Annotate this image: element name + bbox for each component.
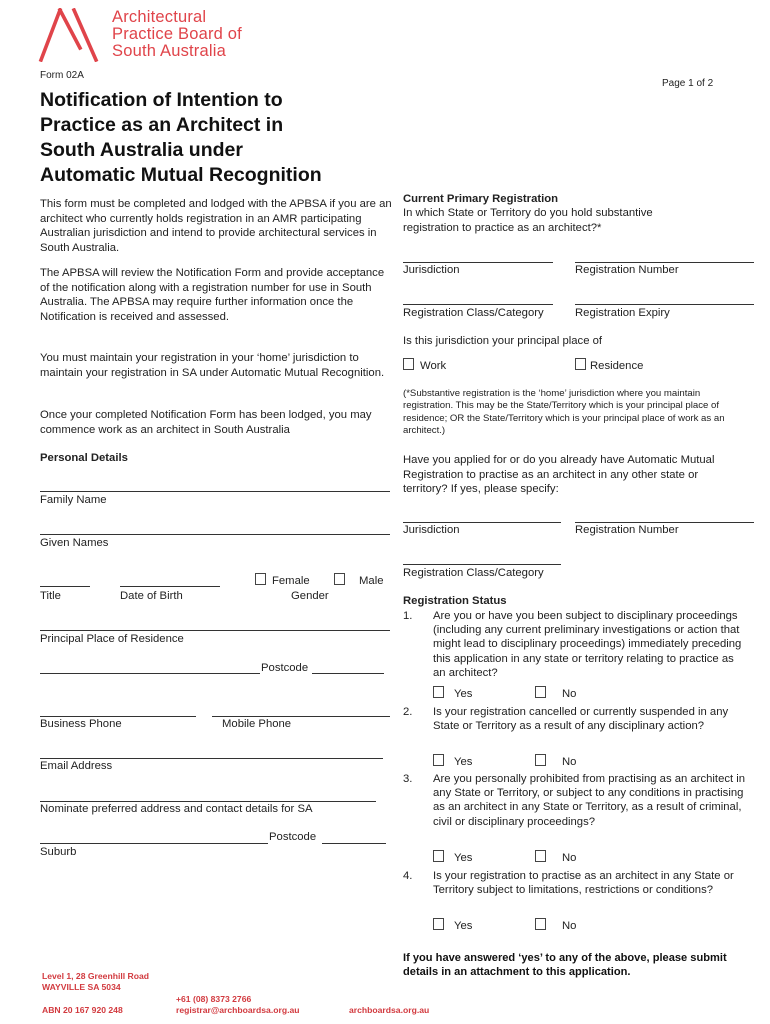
- registration-number-field-2[interactable]: [575, 522, 754, 523]
- postcode-field[interactable]: [312, 673, 384, 674]
- registration-class-field[interactable]: [403, 304, 553, 305]
- substantive-registration-note: (*Substantive registration is the ‘home’ jurisdiction where you maintain registration. This may be the State/Territory which is your principal place of residence; OR the State/Territory which is your principal place of work as an architect.): [403, 388, 725, 436]
- jurisdiction-label: Jurisdiction: [403, 264, 460, 276]
- form-title: Notification of Intention to Practice as an Architect in South Australia under Automatic Mutual Recognition: [40, 89, 322, 186]
- status-question-3: 3. Are you personally prohibited from practising as an architect in any State or Territory, or subject to any conditions in practising as an architect in any State or Territory, as a result of criminal, civil or disciplinary proceedings?: [403, 773, 746, 828]
- postcode-field-2[interactable]: [322, 843, 386, 844]
- postcode-label-2: Postcode: [269, 831, 317, 843]
- q2-yes-checkbox[interactable]: Yes: [433, 754, 472, 768]
- registration-class-label-2: Registration Class/Category: [403, 567, 544, 579]
- principal-place-question: Is this jurisdiction your principal place of: [403, 335, 603, 347]
- jurisdiction-field[interactable]: [403, 262, 553, 263]
- mobile-phone-field[interactable]: [212, 716, 390, 717]
- footer-website-link[interactable]: archboardsa.org.au: [349, 1005, 430, 1015]
- checkbox-icon: [433, 918, 444, 930]
- checkbox-icon: [255, 573, 266, 585]
- q1-yes-checkbox[interactable]: Yes: [433, 686, 472, 700]
- footer-address: Level 1, 28 Greenhill Road WAYVILLE SA 5034: [42, 971, 149, 992]
- registration-number-label-2: Registration Number: [575, 524, 679, 536]
- nominate-field[interactable]: [40, 801, 376, 802]
- current-registration-heading: Current Primary Registration: [403, 193, 559, 205]
- page-number: Page 1 of 2: [662, 78, 714, 89]
- registration-expiry-label: Registration Expiry: [575, 307, 670, 319]
- checkbox-icon: [433, 754, 444, 766]
- family-name-field[interactable]: [40, 491, 390, 492]
- residence-field[interactable]: [40, 630, 390, 631]
- footer-contact: +61 (08) 8373 2766 registrar@archboardsa.org.au: [176, 994, 300, 1015]
- mobile-phone-label: Mobile Phone: [222, 718, 292, 730]
- checkbox-icon: [403, 358, 414, 370]
- footer-email[interactable]: registrar@archboardsa.org.au: [176, 1005, 300, 1015]
- intro-paragraph-2: The APBSA will review the Notification Form and provide acceptance of the notification along with a registration number for use in South Australia. The APBSA may require further information once the Notification is received and assessed.: [40, 267, 385, 323]
- gender-label: Gender: [291, 590, 329, 602]
- intro-paragraph-3: You must maintain your registration in your ‘home’ jurisdiction to maintain your registration in SA under Automatic Mutual Recognition.: [40, 352, 385, 379]
- email-label: Email Address: [40, 760, 113, 772]
- q2-no-checkbox[interactable]: No: [535, 754, 576, 768]
- registration-status-heading: Registration Status: [403, 595, 507, 607]
- registration-class-field-2[interactable]: [403, 564, 561, 565]
- jurisdiction-label-2: Jurisdiction: [403, 524, 460, 536]
- checkbox-icon: [535, 850, 546, 862]
- q3-yes-checkbox[interactable]: Yes: [433, 850, 472, 864]
- checkbox-icon: [433, 850, 444, 862]
- footer-abn: ABN 20 167 920 248: [42, 1005, 123, 1015]
- business-phone-field[interactable]: [40, 716, 196, 717]
- residence-address-field[interactable]: [40, 673, 260, 674]
- status-question-4: 4. Is your registration to practise as an architect in any State or Territory subject to limitations, restrictions or conditions?: [403, 870, 734, 897]
- title-label: Title: [40, 590, 61, 602]
- checkbox-icon: [535, 686, 546, 698]
- intro-paragraph-1: This form must be completed and lodged with the APBSA if you are an architect who currently holds registration in an AMR participating Australian jurisdiction and intend to provide architectural services in South Australia.: [40, 198, 392, 254]
- female-checkbox[interactable]: Female: [255, 573, 310, 587]
- dob-label: Date of Birth: [120, 590, 183, 602]
- checkbox-icon: [575, 358, 586, 370]
- form-number: Form 02A: [40, 70, 84, 81]
- registration-expiry-field[interactable]: [575, 304, 754, 305]
- checkbox-icon: [535, 754, 546, 766]
- q1-no-checkbox[interactable]: No: [535, 686, 576, 700]
- q3-no-checkbox[interactable]: No: [535, 850, 576, 864]
- work-checkbox[interactable]: Work: [403, 358, 446, 372]
- nominate-label: Nominate preferred address and contact details for SA: [40, 803, 313, 815]
- family-name-label: Family Name: [40, 494, 107, 506]
- registration-class-label: Registration Class/Category: [403, 307, 544, 319]
- male-checkbox[interactable]: Male: [334, 573, 384, 587]
- checkbox-icon: [535, 918, 546, 930]
- title-field[interactable]: [40, 586, 90, 587]
- given-names-field[interactable]: [40, 534, 390, 535]
- residence-checkbox[interactable]: Residence: [575, 358, 643, 372]
- suburb-field[interactable]: [40, 843, 268, 844]
- registration-number-field[interactable]: [575, 262, 754, 263]
- business-phone-label: Business Phone: [40, 718, 122, 730]
- closing-instruction: If you have answered ‘yes’ to any of the above, please submit details in an attachment to this application.: [403, 952, 727, 978]
- intro-paragraph-4: Once your completed Notification Form has been lodged, you may commence work as an architect in South Australia: [40, 409, 372, 436]
- q4-yes-checkbox[interactable]: Yes: [433, 918, 472, 932]
- status-question-2: 2. Is your registration cancelled or currently suspended in any State or Territory as a result of any disciplinary action?: [403, 706, 729, 733]
- dob-field[interactable]: [120, 586, 220, 587]
- current-registration-question: In which State or Territory do you hold substantive registration to practice as an architect?*: [403, 207, 653, 234]
- residence-label: Principal Place of Residence: [40, 633, 184, 645]
- checkbox-icon: [433, 686, 444, 698]
- q4-no-checkbox[interactable]: No: [535, 918, 576, 932]
- amr-question: Have you applied for or do you already have Automatic Mutual Registration to practise as an architect in any other state or territory? If yes, please specify:: [403, 454, 715, 496]
- jurisdiction-field-2[interactable]: [403, 522, 561, 523]
- checkbox-icon: [334, 573, 345, 585]
- email-field[interactable]: [40, 758, 383, 759]
- apbsa-logo-mark: [38, 8, 102, 62]
- registration-number-label: Registration Number: [575, 264, 679, 276]
- postcode-label: Postcode: [261, 662, 309, 674]
- personal-details-heading: Personal Details: [40, 452, 128, 464]
- given-names-label: Given Names: [40, 537, 109, 549]
- status-question-1: 1. Are you or have you been subject to disciplinary proceedings (including any current preliminary investigations or action that might lead to disciplinary proceedings) immediately preceding this application in any state or territory relating to practice as an architect?: [403, 610, 742, 679]
- org-name: Architectural Practice Board of South Australia: [112, 8, 242, 60]
- suburb-label: Suburb: [40, 846, 77, 858]
